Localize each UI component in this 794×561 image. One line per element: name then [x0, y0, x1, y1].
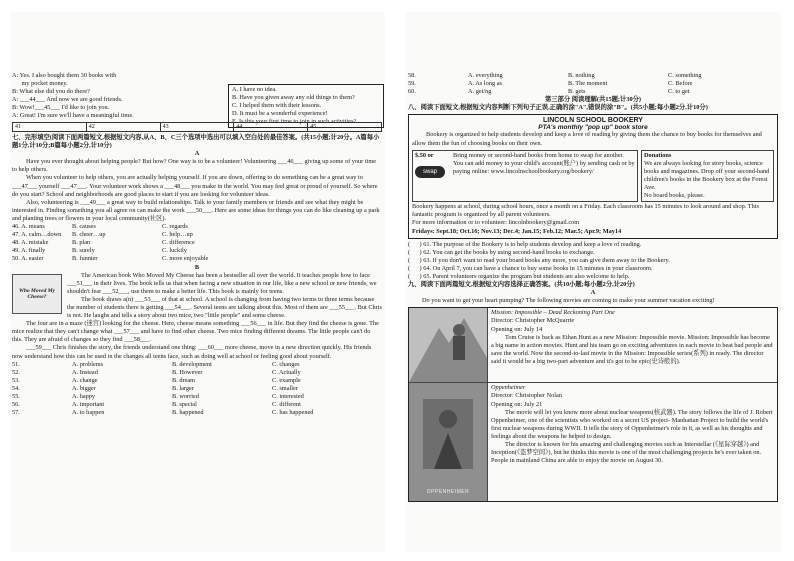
option: C. smaller	[272, 384, 298, 392]
option: B. The moment	[568, 80, 608, 88]
section-title: 九、阅读下面两篇短文,根据短文内容选择正确答案。(共10小题;每小题2分,计20分)	[408, 281, 635, 289]
dialog-line: A: ___44___ And now we are good friends.	[12, 96, 123, 104]
option: A. happy	[72, 393, 96, 400]
swap-badge: swap	[415, 166, 445, 178]
option: B. cheer…up	[72, 231, 106, 239]
dialog-option: B. Have you given away any old things to them?	[232, 94, 355, 102]
paragraph: The four are in a maze (迷宫) looking for the cheese. Here, cheese means something ___56___ in life. But they find the cheese is gone. The mice realize that they can't change what ___57___ and have to find other cheese. Two mice finding different dreams. The little people can't do this. They are afraid of changes so they find ___58___.	[12, 320, 379, 344]
poster-caption: OPPENHEIMER	[426, 489, 470, 496]
section-title: 七、完形填空(阅读下面两篇短文,根据短文内容,从A、B、C三个选项中选出可以填入空白处的最佳答案。(共15小题;计20分。A篇每小题1分,计10分;B篇每小题2分,计10分)	[12, 134, 380, 150]
movie-poster-image	[409, 308, 488, 382]
movie-poster-image	[409, 383, 488, 501]
option: B. nothing	[568, 72, 595, 79]
dialog-option: D. It must be a wonderful experience!	[232, 110, 328, 118]
option: A. bigger	[72, 384, 96, 392]
option: A. change	[72, 376, 98, 384]
option: A. As long as	[468, 80, 502, 88]
option: C. regards	[162, 223, 188, 231]
option: C. Before	[668, 80, 693, 88]
book-cover-title: Who Moved My Cheese?	[18, 287, 56, 300]
options-row	[12, 247, 382, 255]
paragraph: ___59___ Chris finishes the story, the friends understand one thing: ___60___ more cheese, move in a new direction quickly. His friends now understand how this can be used in the changes all teens face, such as doing well at school or feeling good about yourself.	[12, 344, 372, 360]
options-row	[12, 369, 382, 377]
movie-opening: Opening on: July 21	[491, 400, 543, 408]
statement: ( ) 61. The purpose of the Bookery is to help students develop and keep a love of reading.	[408, 240, 642, 248]
movies-table	[408, 307, 778, 502]
option: C. help…up	[162, 231, 193, 239]
section-title: 八、阅读下面短文,根据短文内容判断下列句子正误,正确的涂"A",错误的涂"B"。(共5小题;每小题2分,计10分)	[408, 104, 708, 112]
options-row	[12, 401, 382, 409]
option: B. happened	[172, 409, 204, 417]
movie-info	[488, 383, 777, 501]
bookery-title: LINCOLN SCHOOL BOOKERY	[543, 117, 643, 125]
answer-table	[12, 122, 382, 132]
bookery-columns	[412, 150, 774, 203]
no-board-note: No board books, please.	[644, 192, 705, 200]
statement: ( ) 63. If you don't want to read your board books any more, you can give them away to the Bookery.	[408, 256, 670, 264]
options-row	[12, 239, 382, 247]
answer-cell[interactable]: 45	[308, 123, 382, 132]
option: 58.	[408, 72, 416, 79]
option: A. everything	[468, 72, 503, 79]
right-main	[408, 72, 778, 502]
option: A. to happen	[72, 409, 105, 417]
options-row	[12, 377, 382, 385]
movie-opening: Opening on: July 14	[491, 325, 543, 333]
options-row	[12, 231, 382, 239]
passage-label: A	[590, 289, 596, 297]
poster-art	[409, 308, 487, 382]
option: A. problems	[72, 360, 104, 368]
statement: ( ) 62. You can get the books by using second-hand books to exchange.	[408, 248, 595, 256]
option: 50. A. easier	[12, 255, 44, 263]
dialog-line: B: Wow!___45___ I'd like to join you.	[12, 104, 110, 112]
option: 47. A. calm…down	[12, 231, 62, 239]
option: 48. A. mistake	[12, 239, 49, 247]
bookery-hours: Bookery happens at school, during school hours, once a month on a Friday. Each classroom has 15 minutes to look around and shop. This fantastic program is organized by all parent volunteers.	[412, 203, 759, 219]
option: B. surely	[72, 247, 95, 255]
movie-title: Oppenheimer	[491, 384, 526, 392]
option: B. larger	[172, 384, 194, 392]
price-label: $.50 or	[415, 151, 434, 159]
option: 53.	[12, 376, 20, 384]
paragraph: Have you ever thought about helping people? But how? One way is to be a volunteer! Volunteering ___46___ giving up some of your time to help others.	[12, 158, 377, 174]
movie-desc: The director is known for his amazing and challenging movies such as Interstellar (《星际穿越》) and Inception(《盗梦空间》), but he thinks this movie is one of the most challenging projects he's ever taken on. People in mainland China are able to enjoy the movie on August 30.	[491, 441, 762, 465]
options-row	[408, 72, 778, 80]
option: 54.	[12, 384, 20, 392]
options-row	[12, 409, 382, 417]
answer-cell[interactable]: 43	[160, 123, 234, 132]
option: C. example	[272, 376, 301, 384]
movie-entry	[409, 383, 777, 501]
option: B. funnier	[72, 255, 98, 263]
bookery-donations-box	[641, 150, 774, 203]
option: 59.	[408, 80, 416, 88]
answer-cell[interactable]: 41	[13, 123, 87, 132]
movie-entry	[409, 308, 777, 383]
option: C. luckily	[162, 247, 187, 255]
option: A. get/ng	[468, 88, 492, 96]
option: B. However	[172, 368, 203, 376]
option: B. dream	[172, 376, 196, 384]
option: A. Instead	[72, 368, 98, 376]
bookery-notice	[408, 114, 778, 238]
option: B. special	[172, 401, 197, 409]
movie-info	[488, 308, 777, 382]
option: C. changes	[272, 360, 300, 368]
option: C. different	[272, 401, 301, 409]
option: C. more enjoyable	[162, 255, 209, 263]
option: C. to get	[668, 88, 690, 96]
option: 60.	[408, 88, 416, 96]
dialog-line: B: What else did you do there?	[12, 88, 90, 96]
movie-desc: Tom Cruise is back as Ethan Hunt as a new Mission: Impossible movie. Mission: Impossible has become a big name in action movies. Hunt and his team go on exciting adventures in each movie to beat bad people and save the world. Now the second-to-last movie in the Mission: Impossible series(系列) in ready. The director said it would be a big two-part adventure and it's got to be epic(史诗般的).	[491, 333, 773, 365]
poster-art	[409, 383, 487, 501]
movie-desc: The movie will let you know more about nuclear weapons(核武器). The story follows the life of J. Robert Oppenheimer, one of the scientists who worked on a secret US project- Manhattan Project to build the world's first nuclear weapons during WWII. It tells the story of Oppenheimer's role in it, as well as his thoughts and feelings about the weapons he helped to design.	[491, 408, 773, 440]
dialog-option: C. I helped them with their lessons.	[232, 102, 322, 110]
paragraph: The American book Who Moved My Cheese has been a bestseller all over the world. It teaches people how to face ___51___ in their lives. The book tells us that when facing a new situation in our life, like a new school or new friends, we shouldn't fear ___52___, use them to make a better life. This book is mainly for teens.	[67, 271, 377, 295]
option: C. has happened	[272, 409, 314, 417]
option: C. difference	[162, 239, 195, 247]
left-page	[10, 12, 385, 552]
dialog-line: A: Yes. I also bought them 30 books with	[12, 72, 117, 79]
options-row	[408, 80, 778, 88]
bookery-subtitle: PTA's monthly "pop up" book store	[538, 124, 648, 132]
passage-label: A	[194, 150, 200, 158]
option: B. plan	[72, 239, 91, 247]
paragraph: When you volunteer to help others, you are actually helping yourself. If you are down, offering to do something can be a great way to ___47___ yourself ___47___. Your volunteer work shows a ___48___ you make in the world. You may feel great or proud of yourself. So where do you start? School and neighborhoods are good places to start if you are looking for volunteer ideas.	[12, 174, 378, 198]
dialog-option: E. Is this your first time to join in such activities?	[232, 118, 357, 126]
donations-text: We are always looking for story books, science books and magazines. Drop off your second-hand children's books in the Bookery box at the Forest Ave.	[644, 159, 770, 192]
option: B. development	[172, 360, 212, 368]
book-cover-image	[12, 274, 62, 314]
bookery-dates: Fridays: Sept.18; Oct.16; Nov.13; Dec.4; Jan.15; Feb.12; Mar.5; Apr.9; May14	[412, 227, 622, 235]
dialog-line: my pocket money.	[12, 80, 68, 88]
options-row	[12, 385, 382, 393]
options-row	[12, 223, 382, 231]
bookery-intro: Bookery is organized to help students develop and keep a love of reading by giving them the chance to buy books for themselves and allow them the fun of choosing books on their own.	[412, 131, 762, 147]
option: C. something	[668, 72, 702, 79]
movie-director: Director: Christopher Nolan	[491, 392, 562, 400]
paragraph: Also, volunteering is ___49___ a great way to build relationships. Talk to your family members or friends and see what they might be interested in. Finding something you all agree on can make the work ___50___. Here are some ideas for things you can do like cleaning up a park and planting trees or flowers in your local community(社区).	[12, 198, 380, 222]
options-row	[12, 393, 382, 401]
option: C. Actually	[272, 368, 301, 376]
option: 56.	[12, 401, 20, 409]
option: 46. A. means	[12, 223, 45, 231]
options-row	[12, 361, 382, 369]
movie-director: Director: Christopher McQuarrie	[491, 317, 575, 325]
option: B. gets	[568, 88, 586, 96]
option: C. interested	[272, 393, 304, 400]
right-page	[406, 12, 781, 552]
option: 49. A. finally	[12, 247, 46, 255]
option: B. worried	[172, 393, 199, 400]
bookery-contact: For more information or to volunteer: lincolnbookery@gmail.com	[412, 219, 580, 227]
option: 52.	[12, 368, 20, 376]
option: B. causes	[72, 223, 96, 231]
buy-text: Bring money or second-hand books from home to swap for another. You can add money to your child's account(账户) by sending cash or by paying online: www.lincolnschoolbookery.org/bookery/	[453, 151, 635, 175]
answer-cell[interactable]: 44	[234, 123, 308, 132]
donations-heading: Donations	[644, 151, 672, 159]
paragraph: Do you want to get your heart pumping? The following movies are coming to make your summer vacation exciting!	[422, 297, 715, 305]
part-title: 第三部分 阅读理解(共15题;计30分)	[544, 96, 642, 104]
bookery-buy-box	[412, 150, 638, 203]
option: 55.	[12, 393, 20, 400]
left-main	[12, 121, 382, 417]
options-row	[12, 255, 382, 263]
option: 57.	[12, 409, 20, 417]
movie-title: Mission: Impossible – Dead Reckoning Part One	[491, 309, 615, 317]
paragraph: The book draws a(n) ___53___ of that at school. A school is changing from having two terms to three terms because the number of students there is getting ___54___. Several teens are talking about this. Most of them are ___55___. But Chris is not. He laughs and tells a story about two mice, two "little people" and some cheese.	[67, 295, 382, 320]
option: A. important	[72, 401, 105, 409]
answer-cell[interactable]: 42	[86, 123, 160, 132]
passage-label: B	[194, 263, 200, 271]
option: 51.	[12, 360, 20, 368]
dialog-option: A. I have no idea.	[232, 86, 277, 93]
statement: ( ) 64. On April 7, you can have a chance to buy some books in 15 minutes in your classroom.	[408, 264, 653, 272]
statement: ( ) 65. Parent volunteers organize the program but students are also welcome to help.	[408, 272, 630, 280]
dialog-line: A: Great! I'm sure we'll have a meaningful time.	[12, 112, 134, 120]
dialog-block	[12, 72, 226, 121]
